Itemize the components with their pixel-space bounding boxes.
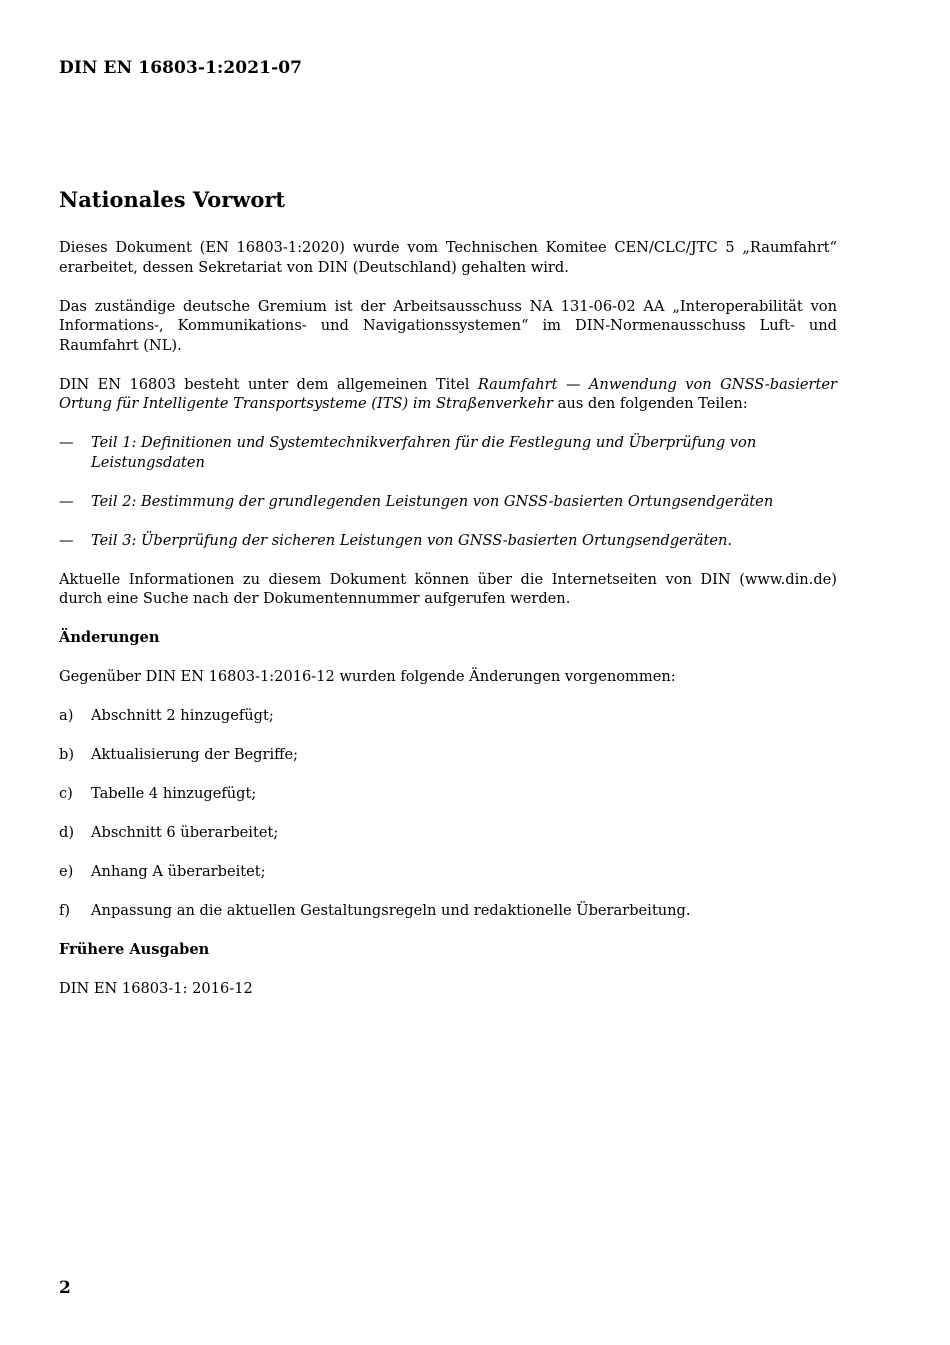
dash-marker: —	[59, 434, 74, 452]
paragraph-series-title	[59, 375, 837, 414]
change-list-item	[59, 706, 837, 726]
change-list-item	[59, 862, 837, 882]
part-text: Teil 3: Überprüfung der sicheren Leistungen von GNSS-basierten Ortungsendgeräten.	[91, 531, 733, 549]
change-list-item	[59, 784, 837, 804]
change-list-item	[59, 901, 837, 921]
dash-marker: —	[59, 531, 74, 549]
series-title-italic: Raumfahrt — Anwendung von GNSS-basierter Ortung für Intelligente Transportsysteme (ITS) im Straßenverkehr	[59, 375, 837, 413]
change-text: Tabelle 4 hinzugefügt;	[91, 785, 257, 803]
document-body	[59, 186, 837, 1018]
change-text: Abschnitt 2 hinzugefügt;	[91, 707, 274, 725]
parts-list-item	[59, 492, 837, 512]
change-list-item	[59, 745, 837, 765]
changes-intro: Gegenüber DIN EN 16803-1:2016-12 wurden folgende Änderungen vorgenommen:	[59, 668, 676, 686]
page-number: 2	[59, 1278, 71, 1298]
part-text: Teil 2: Bestimmung der grundlegenden Leistungen von GNSS-basierten Ortungsendgeräten	[91, 492, 774, 510]
dash-marker: —	[59, 492, 74, 510]
letter-marker: f)	[59, 902, 71, 920]
previous-editions-text: DIN EN 16803-1: 2016-12	[59, 980, 253, 998]
letter-marker: b)	[59, 746, 75, 764]
change-text: Anhang A überarbeitet;	[91, 863, 266, 881]
change-text: Abschnitt 6 überarbeitet;	[91, 824, 279, 842]
change-text: Anpassung an die aktuellen Gestaltungsregeln und redaktionelle Überarbeitung.	[91, 902, 691, 920]
letter-marker: a)	[59, 707, 74, 725]
document-header-id: DIN EN 16803-1:2021-07	[59, 58, 303, 78]
series-intro-text: DIN EN 16803 besteht unter dem allgemeinen Titel	[59, 375, 478, 393]
letter-marker: d)	[59, 824, 75, 842]
letter-marker: c)	[59, 785, 73, 803]
parts-list-item	[59, 531, 837, 551]
change-text: Aktualisierung der Begriffe;	[91, 746, 299, 764]
paragraph-online-info: Aktuelle Informationen zu diesem Dokument können über die Internetseiten von DIN (www.din.de) durch eine Suche nach der Dokumentennummer aufgerufen werden.	[59, 570, 837, 608]
paragraph-national-committee: Das zuständige deutsche Gremium ist der Arbeitsausschuss NA 131-06-02 AA „Interoperabilität von Informations-, Kommunikations- und Navigationssystemen“ im DIN-Normenausschuss Luft- und Raumfahrt (NL).	[59, 297, 837, 354]
changes-heading: Änderungen	[59, 629, 160, 647]
series-outro-text: aus den folgenden Teilen:	[553, 395, 748, 413]
change-list-item	[59, 823, 837, 843]
parts-list-item	[59, 433, 837, 472]
section-title: Nationales Vorwort	[59, 187, 286, 212]
paragraph-committee: Dieses Dokument (EN 16803-1:2020) wurde vom Technischen Komitee CEN/CLC/JTC 5 „Raumfahrt“ erarbeitet, dessen Sekretariat von DIN (Deutschland) gehalten wird.	[59, 239, 837, 276]
letter-marker: e)	[59, 863, 74, 881]
previous-editions-heading: Frühere Ausgaben	[59, 941, 210, 959]
part-text: Teil 1: Definitionen und Systemtechnikverfahren für die Festlegung und Überprüfung von Leistungsdaten	[91, 434, 757, 471]
